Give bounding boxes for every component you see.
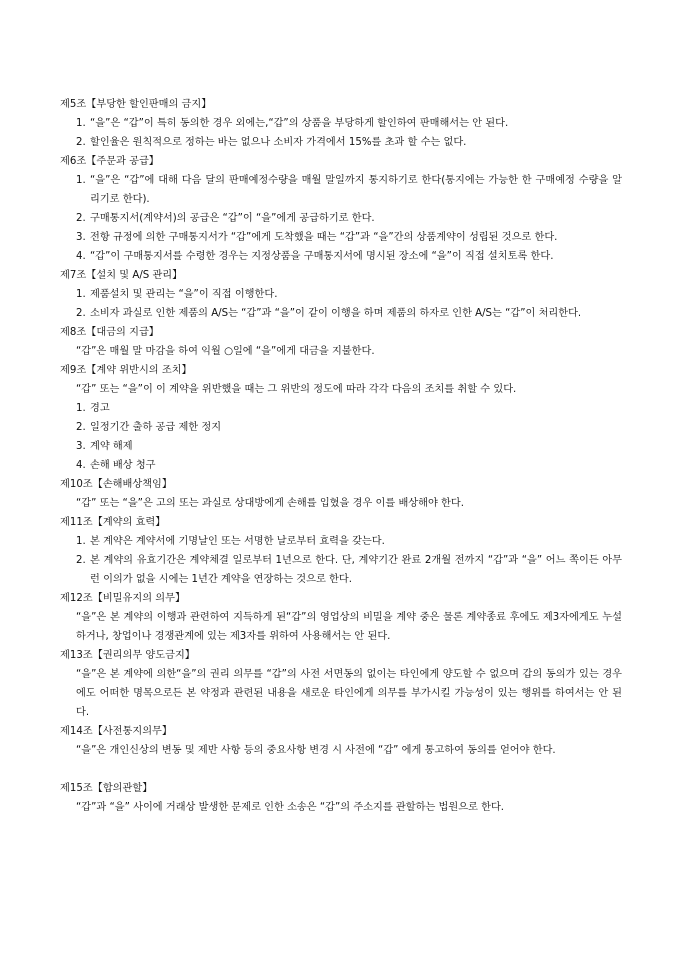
clause-number: 1. — [76, 175, 86, 186]
clause-number: 1. — [76, 403, 86, 414]
clause-item — [60, 304, 622, 323]
clause-text: 제품설치 및 관리는 “을”이 직접 이행한다. — [90, 289, 278, 300]
article-13 — [60, 646, 622, 722]
clause-item — [60, 209, 622, 228]
article-title: 제11조【계약의 효력】 — [60, 517, 166, 528]
clause-number: 1. — [76, 289, 86, 300]
article-9 — [60, 361, 622, 475]
clause-text: 경고 — [90, 403, 110, 414]
article-title: 제5조【부당한 할인판매의 금지】 — [60, 99, 212, 110]
clause-number: 2. — [76, 555, 86, 566]
article-title: 제9조【계약 위반시의 조치】 — [60, 365, 192, 376]
clause-item — [60, 114, 622, 133]
clause-text: 손해 배상 청구 — [90, 460, 156, 471]
article-title: 제6조【주문과 공급】 — [60, 156, 159, 167]
clause-number: 3. — [76, 232, 86, 243]
article-title: 제7조【설치 및 A/S 관리】 — [60, 270, 183, 281]
clause-number: 3. — [76, 441, 86, 452]
clause-text: 구매통지서(계약서)의 공급은 “갑”이 “을”에게 공급하기로 한다. — [90, 213, 375, 224]
clause-number: 2. — [76, 422, 86, 433]
clause-text: 본 계약의 유효기간은 계약체결 일로부터 1년으로 한다. 단, 계약기간 완료 2개월 전까지 “갑”과 “을” 어느 쪽이든 아무런 이의가 없을 시에는 1년간 계약을 연장하는 것으로 한다. — [90, 555, 622, 585]
clause-number: 1. — [76, 118, 86, 129]
article-7 — [60, 266, 622, 323]
clause-number: 1. — [76, 536, 86, 547]
article-paragraph: “을”은 본 계약의 이행과 관련하여 지득하게 된“갑”의 영업상의 비밀을 계약 중은 물론 계약종료 후에도 제3자에게도 누설하거나, 창업이나 경쟁관계에 있는 제3자를 위하여 사용해서는 안 된다. — [76, 612, 622, 642]
article-paragraph: “을”은 본 계약에 의한“을”의 권리 의무를 “갑”의 사전 서면동의 없이는 타인에게 양도할 수 없으며 갑의 동의가 있는 경우에도 어떠한 명목으로든 본 약정과 관련된 내용을 새로운 타인에게 의무를 부가시킬 가능성이 있는 행위를 하여서는 안 된다. — [76, 669, 622, 718]
clause-item — [60, 437, 622, 456]
document-body — [60, 95, 622, 817]
clause-list — [60, 399, 622, 475]
article-paragraph: “갑”은 매월 말 마감을 하여 익월 ○일에 “을”에게 대금을 지불한다. — [76, 346, 375, 357]
clause-list — [60, 114, 622, 152]
clause-text: 본 계약은 계약서에 기명날인 또는 서명한 날로부터 효력을 갖는다. — [90, 536, 385, 547]
article-14 — [60, 722, 622, 760]
clause-text: “을”은 “갑”에 대해 다음 달의 판매예정수량을 매월 말일까지 통지하기로 한다(통지에는 가능한 한 구매예정 수량을 알리기로 한다). — [90, 175, 622, 205]
clause-text: 소비자 과실로 인한 제품의 A/S는 “갑”과 “을”이 같이 이행을 하며 제품의 하자로 인한 A/S는 “갑”이 처리한다. — [90, 308, 582, 319]
clause-item — [60, 247, 622, 266]
clause-text: “을”은 “갑”이 특히 동의한 경우 외에는,“갑”의 상품을 부당하게 할인하여 판매해서는 안 된다. — [90, 118, 509, 129]
article-11 — [60, 513, 622, 589]
clause-item — [60, 418, 622, 437]
article-title: 제14조【사전통지의무】 — [60, 726, 173, 737]
clause-text: 계약 해제 — [90, 441, 133, 452]
clause-list — [60, 285, 622, 323]
article-5 — [60, 95, 622, 152]
article-10 — [60, 475, 622, 513]
clause-item — [60, 228, 622, 247]
clause-item — [60, 551, 622, 589]
article-title: 제13조【권리의무 양도금지】 — [60, 650, 195, 661]
blank-line — [60, 760, 622, 779]
clause-list — [60, 171, 622, 266]
clause-item — [60, 133, 622, 152]
clause-item — [60, 399, 622, 418]
article-paragraph: “을”은 개인신상의 변동 및 제반 사항 등의 중요사항 변경 시 사전에 “갑” 에게 통고하여 동의를 얻어야 한다. — [76, 745, 556, 756]
clause-number: 2. — [76, 137, 86, 148]
clause-number: 4. — [76, 460, 86, 471]
clause-text: 일정기간 출하 공급 제한 정지 — [90, 422, 222, 433]
clause-text: 전항 규정에 의한 구매통지서가 “갑”에게 도착했을 때는 “갑”과 “을”간의 상품계약이 성립된 것으로 한다. — [90, 232, 558, 243]
article-title: 제8조【대금의 지급】 — [60, 327, 159, 338]
clause-item — [60, 532, 622, 551]
clause-number: 4. — [76, 251, 86, 262]
article-title: 제12조【비밀유지의 의무】 — [60, 593, 186, 604]
clause-number: 2. — [76, 308, 86, 319]
article-title: 제15조【합의관할】 — [60, 783, 153, 794]
clause-text: “갑”이 구매통지서를 수령한 경우는 지정상품을 구매통지서에 명시된 장소에 “을”이 직접 설치토록 한다. — [90, 251, 554, 262]
article-8 — [60, 323, 622, 361]
article-12 — [60, 589, 622, 646]
clause-list — [60, 532, 622, 589]
clause-item — [60, 171, 622, 209]
article-paragraph: “갑” 또는 “을”은 고의 또는 과실로 상대방에게 손해를 입혔을 경우 이를 배상해야 한다. — [76, 498, 464, 509]
article-title: 제10조【손해배상책임】 — [60, 479, 173, 490]
clause-item — [60, 456, 622, 475]
clause-number: 2. — [76, 213, 86, 224]
article-paragraph: “갑” 또는 “을”이 이 계약을 위반했을 때는 그 위반의 정도에 따라 각각 다음의 조치를 취할 수 있다. — [76, 384, 517, 395]
article-6 — [60, 152, 622, 266]
clause-item — [60, 285, 622, 304]
clause-text: 할인율은 원칙적으로 정하는 바는 없으나 소비자 가격에서 15%를 초과 할 수는 없다. — [90, 137, 467, 148]
article-paragraph: “갑”과 “을” 사이에 거래상 발생한 문제로 인한 소송은 “갑”의 주소지를 관할하는 법원으로 한다. — [76, 802, 505, 813]
article-15 — [60, 779, 622, 817]
